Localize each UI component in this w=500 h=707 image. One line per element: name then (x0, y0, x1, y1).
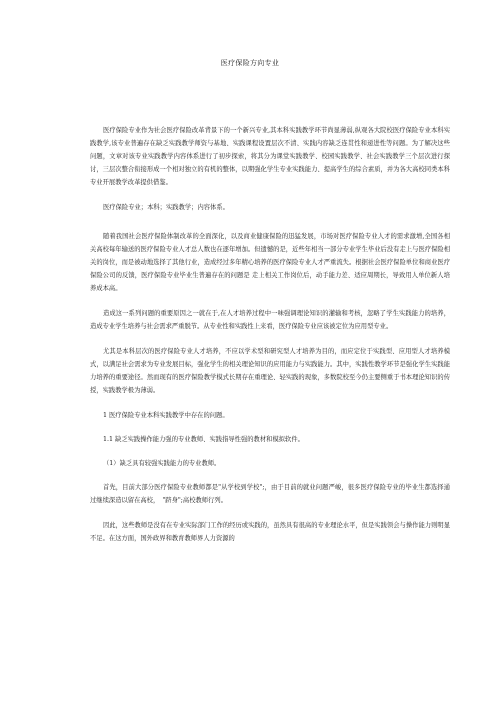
document-title: 医疗保险方向专业 (220, 59, 280, 67)
body-paragraph: 造成这一系列问题的重要原因之一就在于,在人才培养过程中一味强调理论知识的灌输和考核，忽略了学生实践能力的培养，造成专业学生培养与社会需求严重脱节。从专业性和实践性上来看，医疗保险专业应该被定位为应用型专业。 (90, 310, 450, 330)
keywords-paragraph: 医疗保险专业；本科；实践教学；内容体系。 (103, 204, 229, 211)
subsection-heading: 1.1 缺乏实践操作能力强的专业教师、实践指导性强的教材和模拟软件。 (103, 436, 304, 443)
body-paragraph: 因此，这些教师是没有在专业实际部门工作的经历或实践的，虽然具有很高的专业理论水平，但是实践领会与操作能力则明显不足。在这方面，国外政界和教育教师界人力资源的 (90, 522, 450, 542)
abstract-paragraph: 医疗保险专业作为社会医疗保险改革背景下的一个新兴专业,其本科实践教学环节尚显薄弱,纵观各大院校医疗保险专业本科实践教学,该专业普遍存在缺乏实践教学师资与基地、实践课程设置层次不清、实践内容缺乏连贯性和递进性等问题。为了解决这些问题，文章对该专业实践教学内容体系进行了初步探索，将其分为课堂实践教学、校园实践教学、社会实践教学三个层次进行探讨，三层次整合衔接形成一个相对独立的有机的整体，以期强化学生专业实践能力、提高学生的综合素质，并为各大高校同类本科专业开展教学改革提供借鉴。 (90, 127, 450, 186)
section-heading: 1 医疗保险专业本科实践教学中存在的问题。 (103, 412, 229, 419)
body-paragraph: 随着我国社会医疗保险体制改革的全面深化，以及商业健康保险的迅猛发展，市场对医疗保险专业人才的需求激增,全国各相关高校每年输送的医疗保险专业人才总人数也在逐年增加。但遗憾的是，近些年相当一部分专业学生毕业后没有走上与医疗保险相关的岗位，而是被动地选择了其他行业，造成经过多年精心培养的医疗保险专业人才严重流失。根据社会医疗保险单位和商业医疗保险公司的反馈，医疗保险专业毕业生普遍存在的问题是 走上相关工作岗位后，动手能力差、适应周期长，导致用人单位新人培养成本高。 (90, 233, 450, 292)
body-paragraph: 首先，目前大部分医疗保险专业教师都是"从学校到学校";，由于目前的就业问题严峻，很多医疗保险专业的毕业生都选择通过继续深造以留在高校， "跻身";高校教师行列。 (90, 484, 450, 504)
body-paragraph: 尤其是本科层次的医疗保险专业人才培养，不应以学术型和研究型人才培养为目的，而应定位于实践型、应用型人才培养模式，以满足社会需求为专业发展目标，强化学生的相关理论知识的应用能力与实践能力。其中，实践性教学环节是强化学生实践能力培养的重要途径。然而现有的医疗保险教学模式长期存在重理论、轻实践的现象，多数院校至今仍主要侧重于书本理论知识的传授，实践教学极为薄弱。 (90, 348, 450, 394)
list-heading: （1）缺乏具有较强实践能力的专业教师。 (103, 460, 221, 467)
